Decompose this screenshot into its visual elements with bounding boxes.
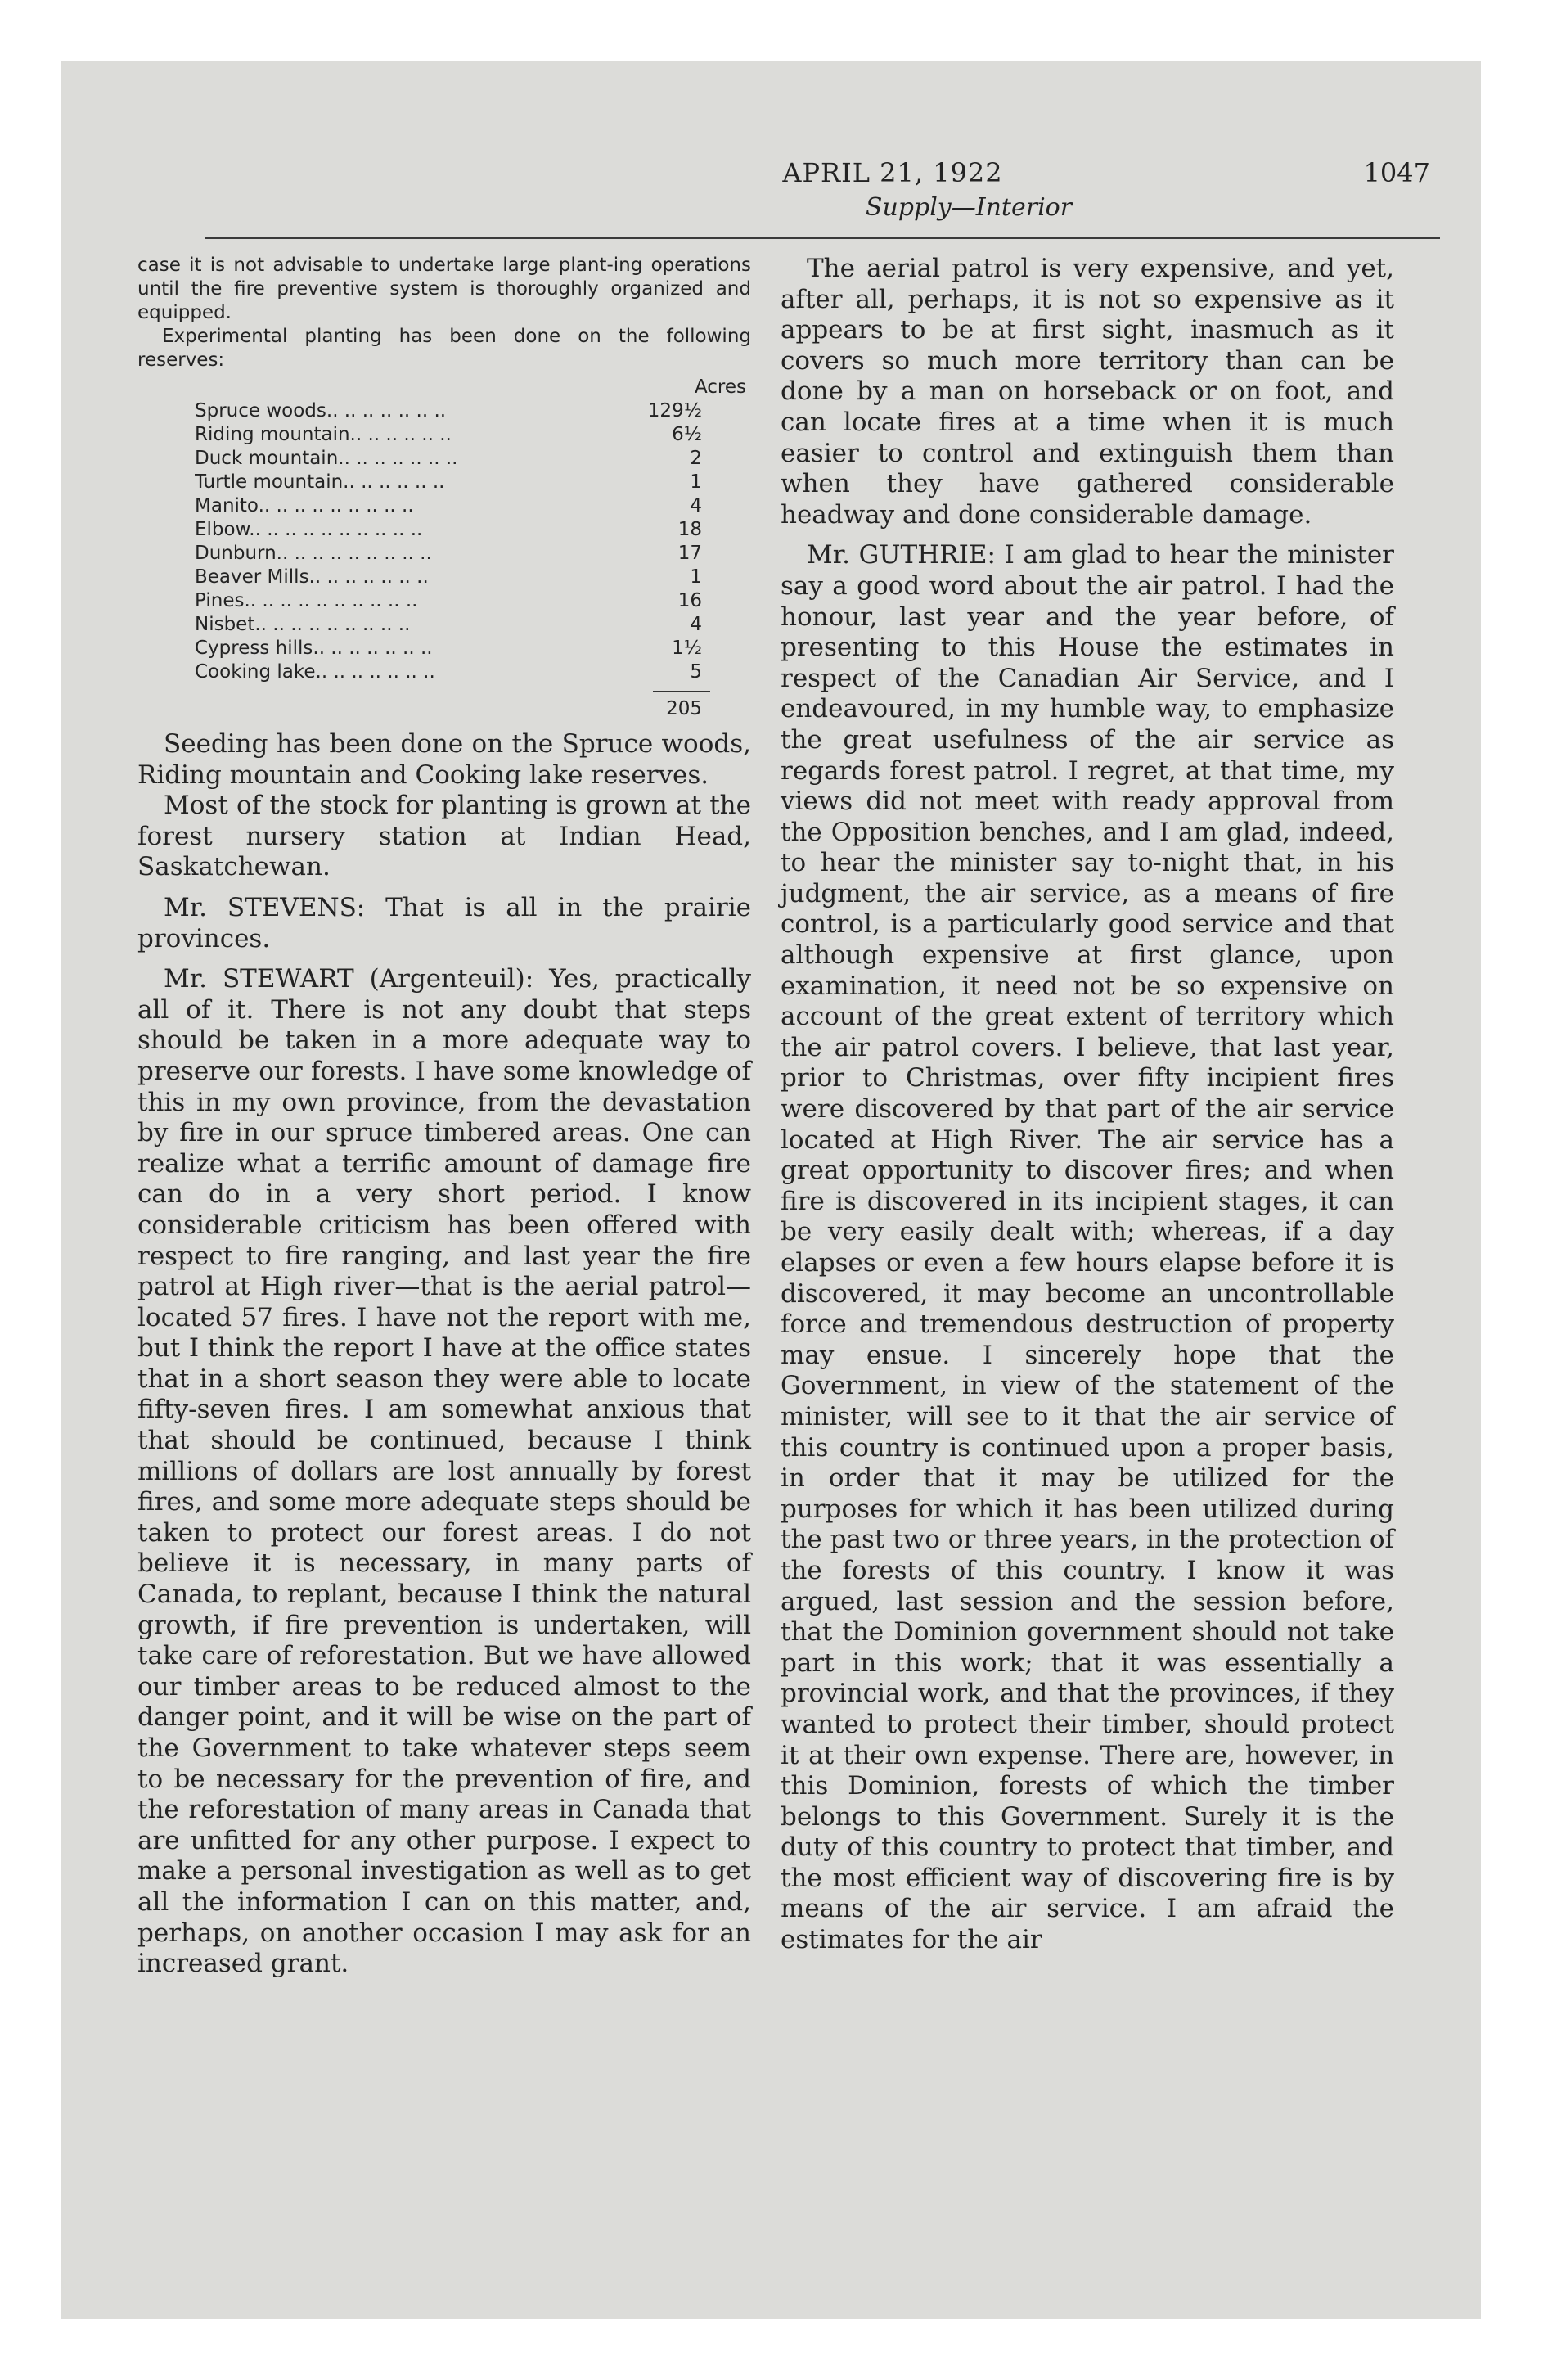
- reserve-name: Spruce woods.. .. .. .. .. .. ..: [195, 400, 447, 421]
- reserve-acres: 129½: [647, 400, 702, 421]
- reserve-name: Cypress hills.. .. .. .. .. .. ..: [195, 638, 433, 659]
- table-row: [195, 613, 707, 637]
- body-paragraph: Mr. GUTHRIE: I am glad to hear the minister say a good word about the air patrol. I had the honour, last year and the year before, of presenting to this House the estimates in respect of the Canadian Air Service, and I endeavoured, in my humble way, to emphasize the great usefulness of the air service as regards forest patrol. I regret, at that time, my views did not meet with ready approval from the Opposition benches, and I am glad, indeed, to hear the minister say to-night that, in his judgment, the air service, as a means of fire control, is a particularly good service and that although expensive at first glance, upon examination, it need not be so expensive on account of the great extent of territory which the air patrol covers. I believe, that last year, prior to Christmas, over fifty incipient fires were discovered by that part of the air service located at High River. The air service has a great opportunity to discover fires; and when fire is discovered in its incipient stages, it can be very easily dealt with; whereas, if a day elapses or even a few hours elapse before it is discovered, it may become an uncontrollable force and tremendous destruction of property may ensue. I sincerely hope that the Government, in view of the statement of the minister, will see to it that the air service of this country is continued upon a proper basis, in order that it may be utilized for the purposes for which it has been utilized during the past two or three years, in the protection of the forests of this country. I know it was argued, last session and the session before, that the Dominion government should not take part in this work; that it was essentially a provincial work, and that the provinces, if they wanted to protect their timber, should protect it at their own expense. There are, however, in this Dominion, forests of which the timber belongs to this Government. Surely it is the duty of this country to protect that timber, and the most efficient way of discovering fire is by means of the air service. I am afraid the estimates for the air: [781, 540, 1394, 1955]
- table-row: [195, 471, 707, 494]
- body-paragraph: Mr. STEWART (Argenteuil): Yes, practically all of it. There is not any doubt that steps should be taken in a more adequate way to preserve our forests. I have some knowledge of this in my own province, from the devastation by fire in our spruce timbered areas. One can realize what a terrific amount of damage fire can do in a very short period. I know considerable criticism has been offered with respect to fire ranging, and last year the fire patrol at High river—that is the aerial patrol—located 57 fires. I have not the report with me, but I think the report I have at the office states that in a short season they were able to locate fifty-seven fires. I am somewhat anxious that that should be continued, because I think millions of dollars are lost annually by forest fires, and some more adequate steps should be taken to protect our forest areas. I do not believe it is necessary, in many parts of Canada, to replant, because I think the natural growth, if fire prevention is undertaken, will take care of reforestation. But we have allowed our timber areas to be reduced almost to the danger point, and it will be wise on the part of the Government to take whatever steps seem to be necessary for the prevention of fire, and the reforestation of many areas in Canada that are unfitted for any other purpose. I expect to make a personal investigation as well as to get all the information I can on this matter, and, perhaps, on another occasion I may ask for an increased grant.: [137, 964, 751, 1979]
- body-paragraph: Most of the stock for planting is grown at the forest nursery station at Indian Head, Saskatchewan.: [137, 791, 751, 882]
- table-row: [195, 423, 707, 447]
- header-page-number: 1047: [1363, 157, 1430, 188]
- reserve-acres: 4: [690, 614, 702, 635]
- intro-paragraph: Experimental planting has been done on the following reserves:: [137, 326, 751, 371]
- reserve-name: Riding mountain.. .. .. .. .. ..: [195, 424, 452, 445]
- reserve-name: Nisbet.. .. .. .. .. .. .. .. ..: [195, 614, 411, 635]
- table-row: [195, 518, 707, 542]
- header-date: APRIL 21, 1922: [782, 157, 1003, 188]
- reserve-name: Pines.. .. .. .. .. .. .. .. .. ..: [195, 590, 418, 611]
- reserve-acres: 18: [677, 519, 702, 540]
- reserve-name: Turtle mountain.. .. .. .. .. ..: [195, 471, 445, 493]
- left-body: [137, 729, 751, 1980]
- acres-total: 205: [666, 698, 702, 719]
- reserve-acres: 1: [690, 566, 702, 588]
- table-row: [195, 660, 707, 684]
- body-paragraph: The aerial patrol is very expensive, and yet, after all, perhaps, it is not so expensive as it appears to be at first sight, inasmuch as it covers so much more territory than can be done by a man on horseback or on foot, and can locate fires at a time when it is much easier to control and extinguish them than when they have gathered considerable headway and done considerable damage.: [781, 254, 1394, 530]
- reserve-acres: 5: [690, 661, 702, 683]
- table-row: [195, 399, 707, 423]
- reserve-acres: 1½: [672, 638, 702, 659]
- reserve-name: Beaver Mills.. .. .. .. .. .. ..: [195, 566, 429, 588]
- reserve-name: Manito.. .. .. .. .. .. .. .. ..: [195, 495, 414, 516]
- reserve-name: Dunburn.. .. .. .. .. .. .. .. ..: [195, 543, 432, 564]
- reserve-acres: 17: [677, 543, 702, 564]
- reserve-acres: 4: [690, 495, 702, 516]
- reserve-name: Cooking lake.. .. .. .. .. .. ..: [195, 661, 435, 683]
- table-row: [195, 566, 707, 589]
- reserve-acres: 2: [690, 448, 702, 469]
- reserves-table: [195, 399, 707, 721]
- table-row: [195, 589, 707, 613]
- intro-paragraph: case it is not advisable to undertake large plant-ing operations until the fire preventive system is thoroughly organized and equipped.: [137, 255, 751, 323]
- total-rule: [653, 691, 710, 692]
- right-body: [781, 254, 1394, 1956]
- table-row: [195, 542, 707, 566]
- reserve-acres: 16: [677, 590, 702, 611]
- body-paragraph: Mr. STEVENS: That is all in the prairie provinces.: [137, 892, 751, 953]
- intro-text: [137, 254, 751, 372]
- header-subtitle: Supply—Interior: [865, 193, 1073, 222]
- reserve-acres: 6½: [672, 424, 702, 445]
- acres-column-header: Acres: [694, 376, 746, 398]
- table-row: [195, 494, 707, 518]
- table-row: [195, 447, 707, 471]
- reserve-name: Duck mountain.. .. .. .. .. .. ..: [195, 448, 458, 469]
- left-column: [137, 254, 751, 1980]
- reserve-name: Elbow.. .. .. .. .. .. .. .. .. ..: [195, 519, 423, 540]
- table-row: [195, 637, 707, 660]
- right-column: [781, 254, 1394, 1956]
- scanned-page: [61, 61, 1481, 2319]
- body-paragraph: Seeding has been done on the Spruce woods, Riding mountain and Cooking lake reserves.: [137, 729, 751, 790]
- header-rule: [205, 237, 1440, 239]
- reserve-acres: 1: [690, 471, 702, 493]
